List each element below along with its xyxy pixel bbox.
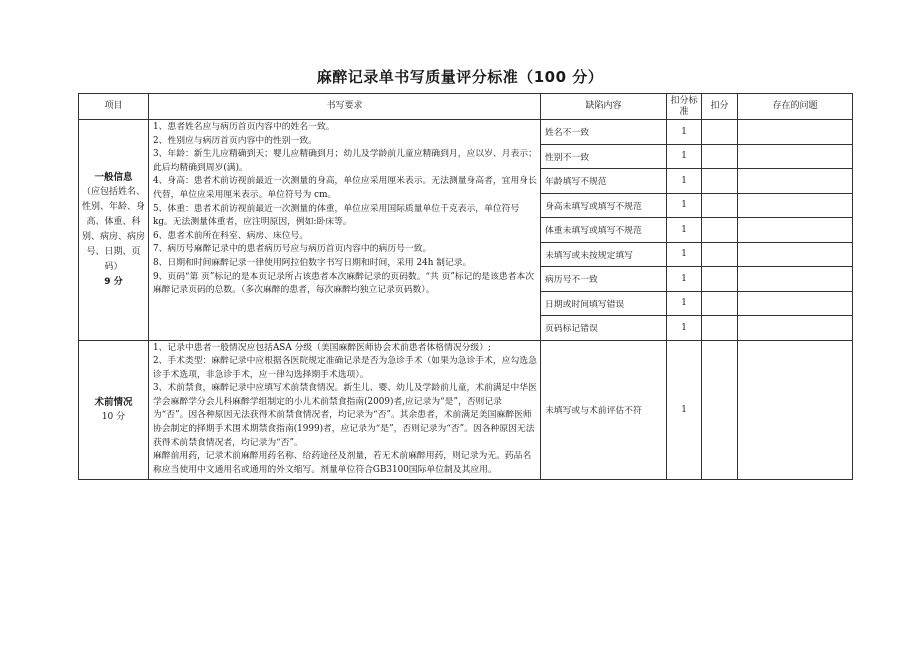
defect-text: 未填写或未按规定填写 [541,242,667,267]
defect-text: 身高未填写或填写不规范 [541,193,667,218]
standard-value: 1 [667,267,702,292]
standard-value: 1 [667,144,702,169]
defect-text: 日期或时间填写错误 [541,291,667,316]
defect-text: 页码标记错误 [541,316,667,341]
problem-cell [738,144,853,169]
header-requirement: 书写要求 [149,94,541,120]
defect-text: 体重未填写或填写不规范 [541,218,667,243]
table-row [79,340,853,480]
deduction-cell [702,169,738,194]
section-general-info [79,120,149,341]
defect-text: 年龄填写不规范 [541,169,667,194]
requirements-general-info [149,120,541,341]
defect-text: 未填写或与术前评估不符 [541,340,667,480]
requirements-preop [149,340,541,480]
section-score: 10 分 [101,411,126,422]
defect-text: 性别不一致 [541,144,667,169]
section-name: 一般信息 [94,171,133,183]
requirement-text: 4、身高：患者术前访视前最近一次测量的身高，单位应采用厘米表示。无法测量身高者，宜用身长代替，单位应采用厘米表示。单位符号为 cm。 [153,176,537,200]
problem-cell [738,193,853,218]
deduction-cell [702,242,738,267]
requirement-text: 8、日期和时间麻醉记录一律使用阿拉伯数字书写日期和时间，采用 24h 制记录。 [153,257,472,268]
problem-cell [738,291,853,316]
problem-cell [738,316,853,341]
standard-value: 1 [667,169,702,194]
problem-cell [738,267,853,292]
header-defect: 缺陷内容 [541,94,667,120]
standard-value: 1 [667,242,702,267]
problem-cell [738,120,853,145]
section-desc: （应包括姓名、性别、年龄、身高、体重、科别、病房、病房号、日期、页码） [82,186,146,272]
requirement-text: 1、患者姓名应与病历首页内容中的姓名一致。 [153,122,335,132]
requirement-text: 5、体重：患者术前访视前最近一次测量的体重，单位应采用国际质量单位千克表示，单位符号 kg。无法测量体重者，应注明原因，例如:卧床等。 [153,203,520,228]
section-preop [79,340,149,480]
deduction-cell [702,267,738,292]
standard-value: 1 [667,193,702,218]
requirement-text: 1、记录中患者一般情况应包括ASA 分级（美国麻醉医师协会术前患者体格情况分级）; [153,342,491,353]
problem-cell [738,242,853,267]
standard-value: 1 [667,316,702,341]
header-deduction: 扣分 [702,94,738,120]
requirement-text: 2、手术类型：麻醉记录中应根据各医院规定准确记录是否为急诊手术（如果为急诊手术，应勾选急诊手术选项，非急诊手术，应一律勾选择期手术选项）。 [153,356,537,380]
page-title: 麻醉记录单书写质量评分标准（100 分） [316,68,604,86]
requirement-text: 6、患者术前所在科室、病房、床位号。 [153,230,309,241]
header-standard: 扣分标准 [667,94,702,120]
header-item: 项目 [79,94,149,120]
deduction-cell [702,193,738,218]
section-score: 9 分 [104,276,123,287]
requirement-text: 麻醉前用药，记录术前麻醉用药名称、给药途径及剂量，若无术前麻醉用药，则记录为无。药品名称应当使用中文通用名或通用的外文缩写。剂量单位符合GB3100国际单位制及其应用。 [153,451,532,475]
defect-text: 病历号不一致 [541,267,667,292]
deduction-cell [702,218,738,243]
deduction-cell [702,340,738,480]
table-header-row [79,94,853,120]
requirement-text: 3、术前禁食，麻醉记录中应填写术前禁食情况。新生儿、婴、幼儿及学龄前儿童，术前满足中华医学会麻醉学分会儿科麻醉学组制定的小儿术前禁食指南(2009)者,应记录为“是”，否则记录为“否”。因各种原因无法获得术前禁食情况者，均记录为“否”。其余患者，术前满足美国麻醉医师协会制定的择期手术围术期禁食指南(1999)者，应记录为“是”，否则记录为“否”。因各种原因无法获得术前禁食情况者，均记录为“否”。 [153,383,537,448]
scoring-table [78,93,853,480]
standard-value: 1 [667,218,702,243]
problem-cell [738,169,853,194]
standard-value: 1 [667,340,702,480]
deduction-cell [702,316,738,341]
deduction-cell [702,291,738,316]
requirement-text: 7、病历号麻醉记录中的患者病历号应与病历首页内容中的病历号一致。 [153,244,432,255]
problem-cell [738,340,853,480]
defect-text: 姓名不一致 [541,120,667,145]
section-name: 术前情况 [94,396,133,408]
deduction-cell [702,144,738,169]
requirement-text: 9、页码“第 页”标记的是本页记录所占该患者本次麻醉记录的页码数。“共 页”标记的是该患者本次麻醉记录页码的总数。（多次麻醉的患者，每次麻醉均独立记录页码数）。 [153,271,535,296]
requirement-text: 3、年龄：新生儿应精确到天；婴儿应精确到月；幼儿及学龄前儿童应精确到月，应以岁、月表示；此后均精确到周岁(满)。 [153,149,537,173]
standard-value: 1 [667,291,702,316]
deduction-cell [702,120,738,145]
standard-value: 1 [667,120,702,145]
requirement-text: 2、性别应与病历首页内容中的性别一致。 [153,135,317,146]
problem-cell [738,218,853,243]
header-problems: 存在的问题 [738,94,853,120]
table-row [79,120,853,145]
